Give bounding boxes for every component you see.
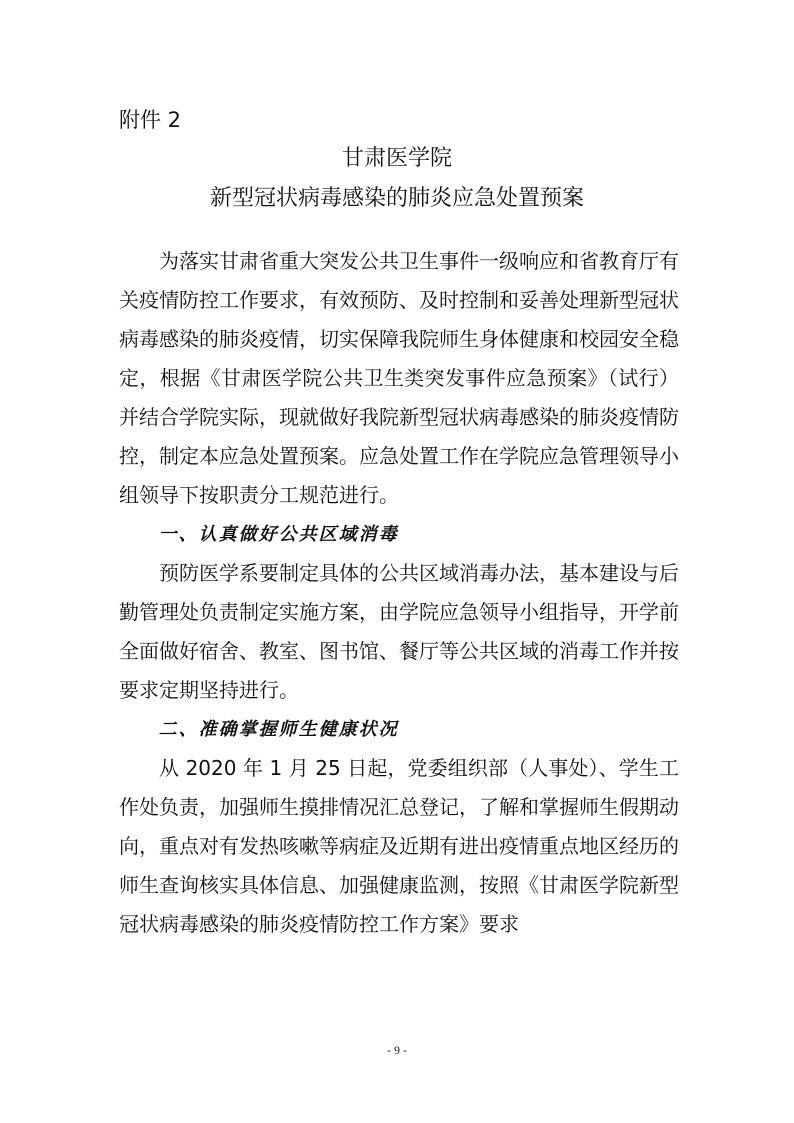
section1-heading: 一、认真做好公共区域消毒 [158, 524, 399, 545]
attachment-label: 附件 2 [119, 108, 182, 132]
section2-paragraph: 从 2020 年 1 月 25 日起，党委组织部（人事处）、学生工作处负责，加强师生摸排情况汇总登记，了解和掌握师生假期动向，重点对有发热咳嗽等病症及近期有进出疫情重点地区经历的师生查询核实具体信息、加强健康监测，按照《甘肃医学院新型冠状病毒感染的肺炎疫情防控工作方案》要求 [119, 756, 679, 936]
section1-paragraph: 预防医学系要制定具体的公共区域消毒办法，基本建设与后勤管理处负责制定实施方案，由学院应急领导小组指导，开学前全面做好宿舍、教室、图书馆、餐厅等公共区域的消毒工作并按要求定期坚持进行。 [119, 561, 679, 702]
document-body [119, 242, 679, 944]
document-title-line2: 新型冠状病毒感染的肺炎应急处置预案 [209, 186, 584, 211]
intro-paragraph: 为落实甘肃省重大突发公共卫生事件一级响应和省教育厅有关疫情防控工作要求，有效预防、及时控制和妥善处理新型冠状病毒感染的肺炎疫情，切实保障我院师生身体健康和校园安全稳定，根据《甘肃医学院公共卫生类突发事件应急预案》（试行）并结合学院实际，现就做好我院新型冠状病毒感染的肺炎疫情防控，制定本应急处置预案。应急处置工作在学院应急管理领导小组领导下按职责分工规范进行。 [119, 249, 679, 507]
document-title-line1: 甘肃医学院 [341, 146, 452, 171]
section2-heading: 二、准确掌握师生健康状况 [158, 719, 399, 740]
page-number: - 9 - [387, 1043, 407, 1057]
